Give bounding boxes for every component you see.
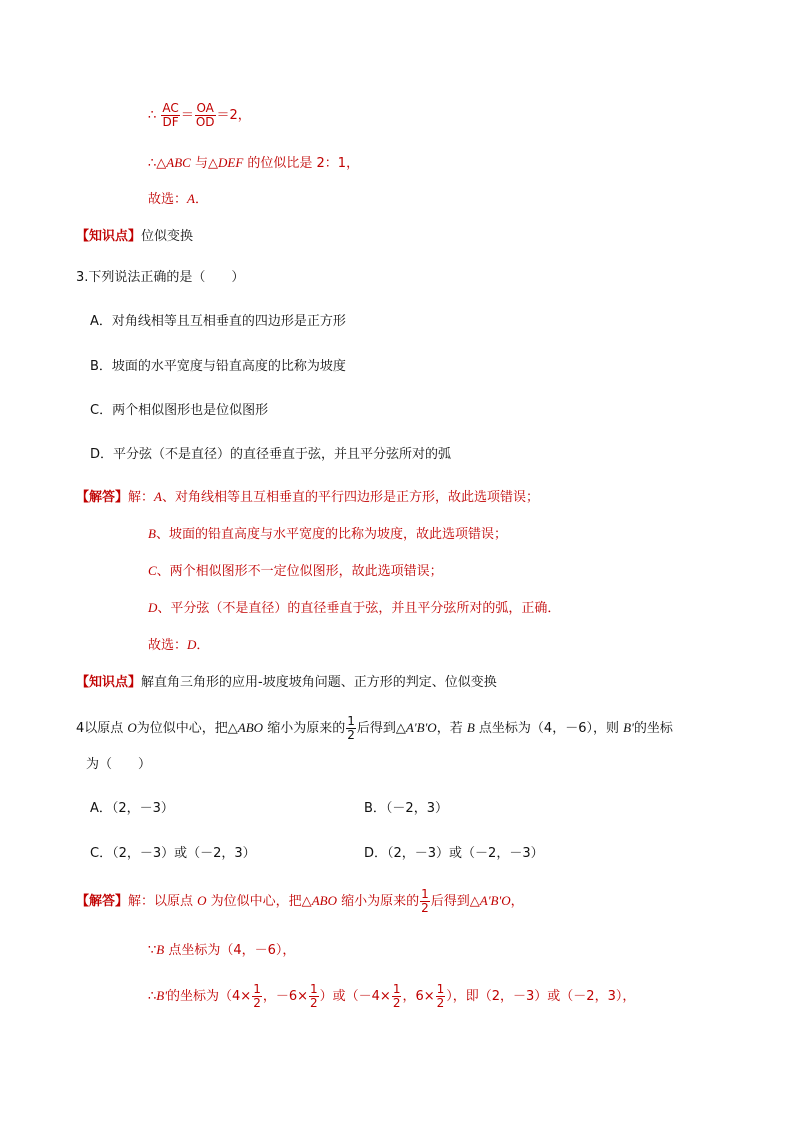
question-4-continued: 为（ ） — [86, 757, 152, 772]
question-3-choice: 故选：D． — [148, 637, 210, 653]
fraction-one-half: $\frac{1}{2}$ — [310, 982, 318, 1010]
fraction-one-half: $\frac{1}{2}$ — [392, 982, 401, 1010]
knowledge-point-1: 【知识点】位似变换 — [76, 229, 194, 244]
fraction-ac-df: $\frac{AC}{DF}$ — [162, 101, 179, 129]
solution-choice-a: 故选：A． — [148, 191, 208, 207]
question-4-option-c: C．（2，－3）或（－2，3） — [90, 846, 256, 861]
question-3-answer-d: D、平分弦（不是直径）的直径垂直于弦，并且平分弦所对的弧，正确． — [148, 600, 561, 616]
question-3-answer-c: C、两个相似图形不一定位似图形，故此选项错误； — [148, 563, 443, 579]
fraction-one-half: $\frac{1}{2}$ — [253, 982, 261, 1010]
fraction-one-half: $\frac{1}{2}$ — [436, 982, 445, 1010]
question-3: 3.下列说法正确的是（ ） — [76, 270, 245, 285]
question-4-answer-2: ∵B 点坐标为（4，－6）， — [148, 942, 296, 958]
question-3-answer-a: 【解答】解：A、对角线相等且互相垂直的平行四边形是正方形，故此选项错误； — [76, 489, 539, 505]
knowledge-point-2: 【知识点】解直角三角形的应用-坡度坡角问题、正方形的判定、位似变换 — [76, 675, 497, 690]
fraction-one-half: $\frac{1}{2}$ — [421, 887, 429, 915]
question-4-answer-1: 【解答】解：以原点 O 为位似中心，把△ABO 缩小为原来的 $\frac{1}{2}$ 后得到△A'B'O， — [76, 887, 524, 915]
question-3-option-b: B．坡面的水平宽度与铅直高度的比称为坡度 — [90, 359, 346, 374]
solution-ratio-line: ∴ $\frac{AC}{DF}$ ＝ $\frac{OA}{OD}$ ＝2， — [148, 101, 251, 129]
question-4-option-a: A．（2，－3） — [90, 801, 174, 816]
question-4-answer-3: ∴B'的坐标为（4× $\frac{1}{2}$ ，－6× $\frac{1}{2}$ ）或（－4× $\frac{1}{2}$ ，6× $\frac{1}{2}$ ），即（2，－3）或（－2，3）， — [148, 982, 636, 1010]
question-4-option-b: B．（－2，3） — [364, 801, 448, 816]
question-3-answer-b: B、坡面的铅直高度与水平宽度的比称为坡度，故此选项错误； — [148, 526, 507, 542]
fraction-one-half: $\frac{1}{2}$ — [347, 714, 355, 742]
fraction-oa-od: $\frac{OA}{OD}$ — [195, 101, 215, 129]
question-4-option-d: D．（2，－3）或（－2，－3） — [364, 846, 544, 861]
question-3-option-a: A．对角线相等且互相垂直的四边形是正方形 — [90, 314, 346, 329]
question-3-option-c: C．两个相似图形也是位似图形 — [90, 403, 269, 418]
therefore-symbol: ∴ — [148, 108, 157, 123]
question-3-option-d: D．平分弦（不是直径）的直径垂直于弦，并且平分弦所对的弧 — [90, 447, 452, 462]
question-4: 4以原点 O为位似中心，把△ABO 缩小为原来的 $\frac{1}{2}$ 后得到△A'B'O，若 B 点坐标为（4，－6），则 B'的坐标 — [76, 714, 673, 742]
solution-similarity-ratio: ∴△ABC 与△DEF 的位似比是 2：1， — [148, 155, 360, 171]
